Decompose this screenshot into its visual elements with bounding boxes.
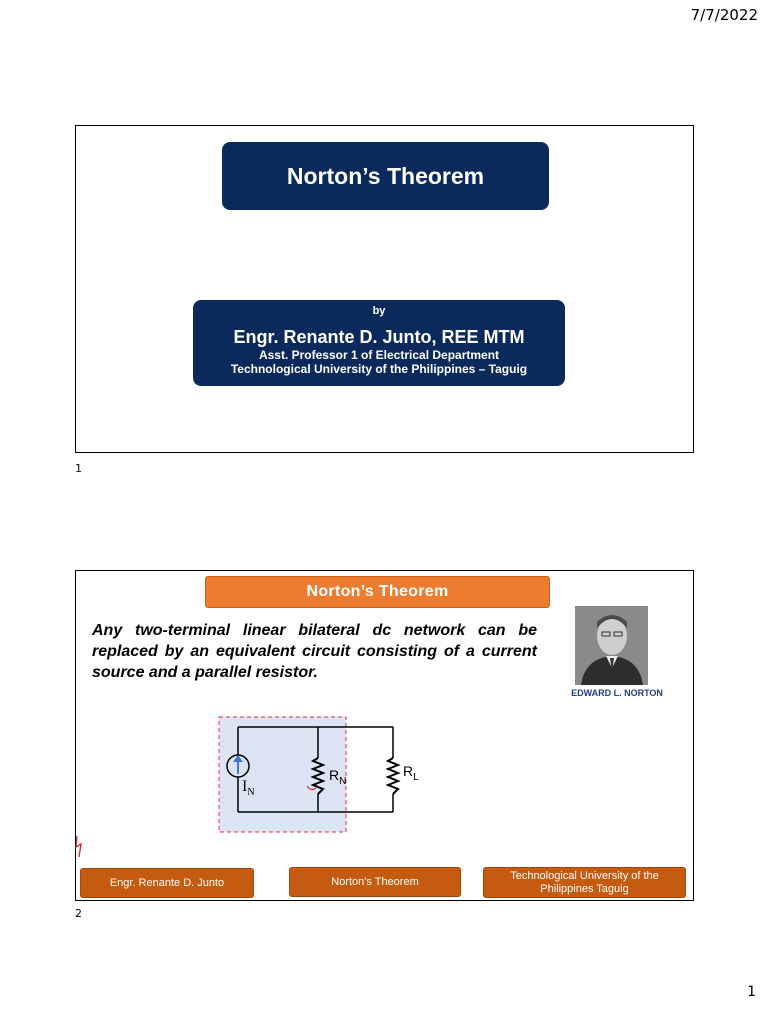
resistor-rl-icon [388, 758, 398, 794]
source-subscript: N [247, 787, 255, 798]
page-number: 1 [747, 984, 756, 1000]
slide-2-title: Norton’s Theorem [205, 576, 550, 608]
svg-text:RL [403, 763, 419, 783]
slide-1-title: Norton’s Theorem [222, 142, 549, 210]
rl-subscript: L [413, 772, 419, 783]
rn-label: R [329, 767, 340, 783]
rl-label: R [403, 763, 414, 779]
footer-author: Engr. Renante D. Junto [80, 868, 254, 898]
author-name: Engr. Renante D. Junto, REE MTM [233, 327, 525, 347]
by-label: by [372, 305, 386, 317]
norton-portrait [575, 606, 648, 685]
slide-2-number: 2 [75, 907, 82, 920]
author-institution: Technological University of the Philippines – Taguig [230, 362, 528, 376]
photo-caption: EDWARD L. NORTON [571, 688, 663, 698]
print-date: 7/7/2022 [690, 6, 758, 24]
rn-subscript: N [339, 776, 347, 787]
author-box [193, 300, 565, 386]
footer-topic: Norton's Theorem [289, 867, 461, 897]
margin-ink-mark [74, 835, 84, 859]
footer-institution: Technological University of the Philippines Taguig [483, 867, 686, 898]
source-label: I [242, 778, 248, 795]
theorem-statement: Any two-terminal linear bilateral dc network can be replaced by an equivalent circuit consisting of a current source and a parallel resistor. [92, 622, 537, 681]
norton-circuit [210, 712, 420, 837]
slide-1-number: 1 [75, 462, 82, 475]
author-position: Asst. Professor 1 of Electrical Department [258, 348, 500, 362]
